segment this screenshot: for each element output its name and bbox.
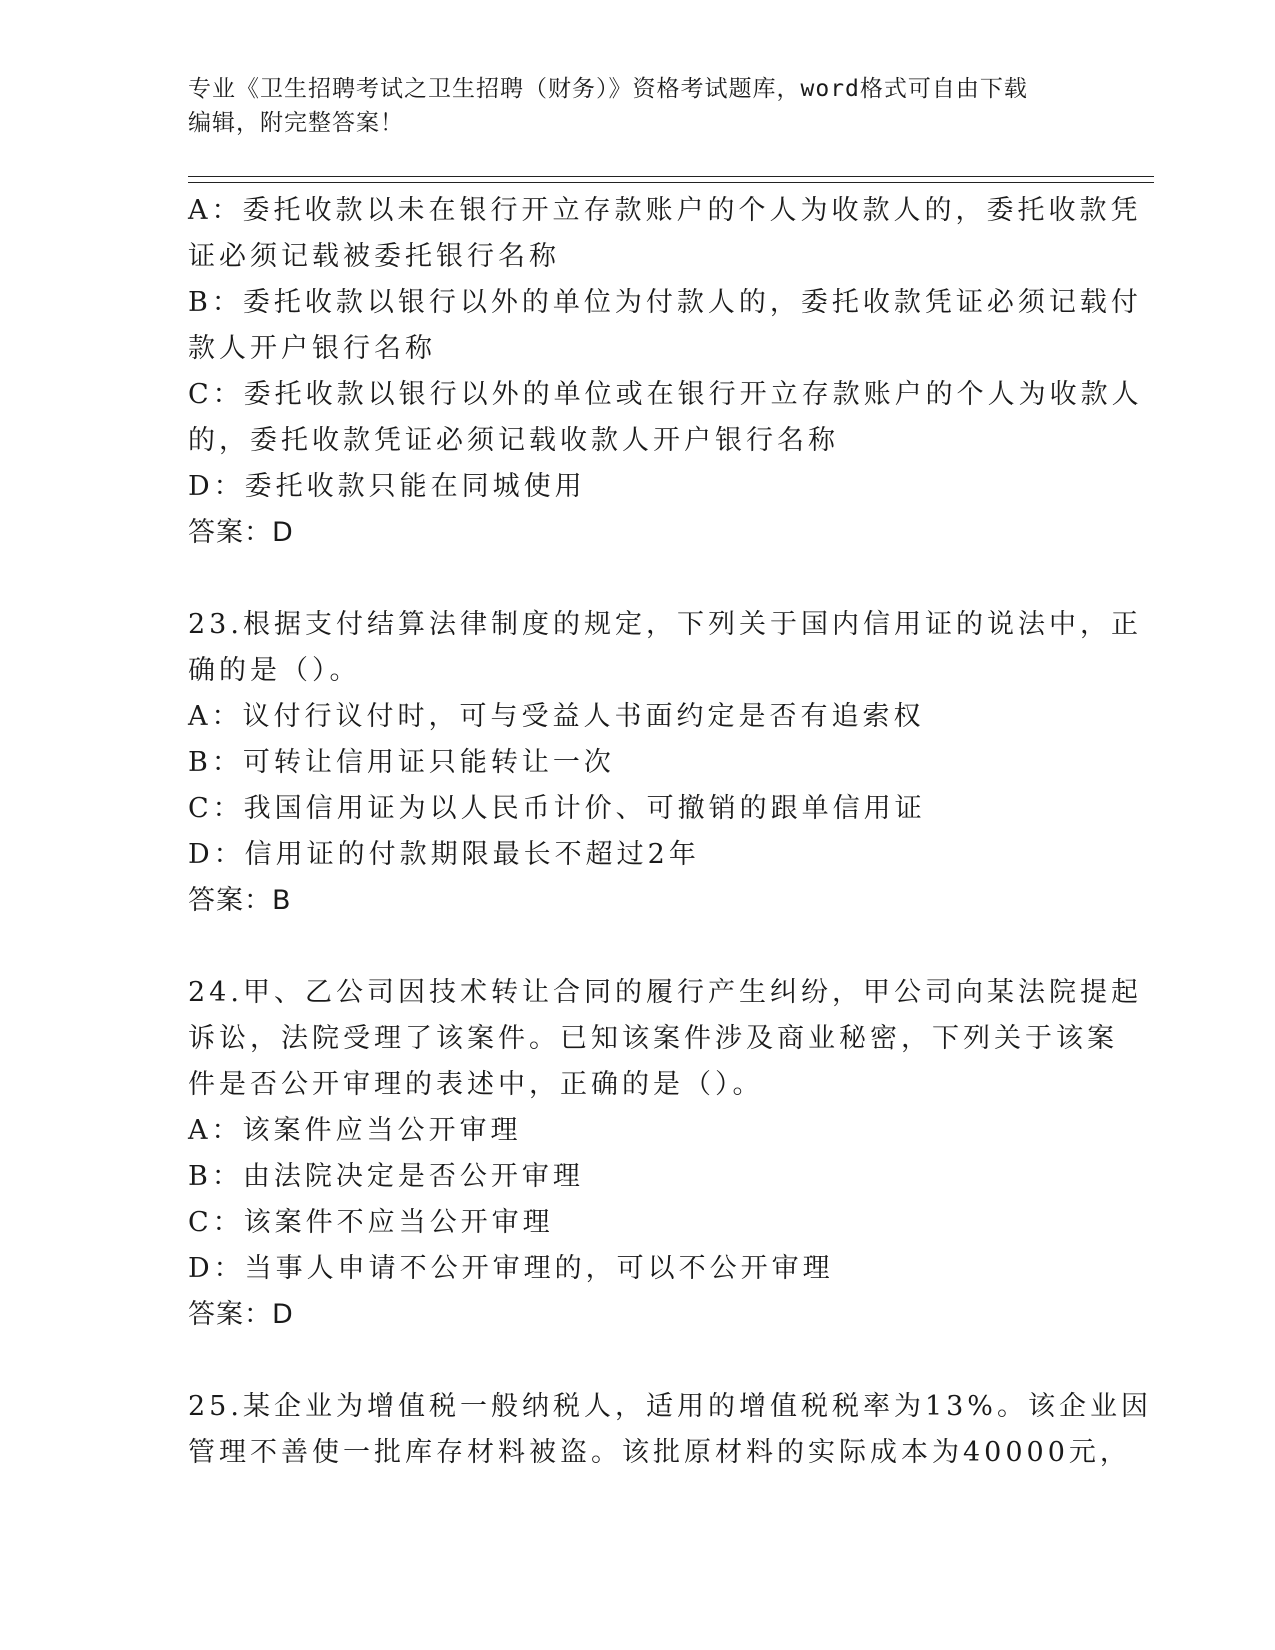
option-b-cont: 款人开户银行名称 [188, 333, 436, 364]
option-b: B：可转让信用证只能转让一次 [188, 747, 615, 778]
spacer [188, 556, 1068, 602]
header-rule-top [188, 176, 1154, 177]
option-b: B：委托收款以银行以外的单位为付款人的，委托收款凭证必须记载付 [188, 287, 1142, 318]
question-22-options [188, 188, 1143, 556]
option-d: D：委托收款只能在同城使用 [188, 471, 586, 502]
question-stem-cont: 件是否公开审理的表述中，正确的是（）。 [188, 1069, 764, 1100]
option-b: B：由法院决定是否公开审理 [188, 1161, 584, 1192]
option-a-cont: 证必须记载被委托银行名称 [188, 241, 560, 272]
header-line-2: 编辑，附完整答案！ [188, 110, 404, 136]
question-stem: 24.甲、乙公司因技术转让合同的履行产生纠纷，甲公司向某法院提起 [188, 977, 1142, 1008]
option-d: D：信用证的付款期限最长不超过2年 [188, 839, 700, 870]
document-header [188, 72, 1068, 140]
option-c: C：委托收款以银行以外的单位或在银行开立存款账户的个人为收款人 [188, 379, 1143, 410]
question-24 [188, 970, 1142, 1338]
option-c: C：该案件不应当公开审理 [188, 1207, 554, 1238]
question-stem-cont: 确的是（）。 [188, 655, 361, 686]
answer-22: 答案：D [188, 517, 294, 548]
header-line-1: 专业《卫生招聘考试之卫生招聘（财务）》资格考试题库，word格式可自由下载 [188, 76, 1028, 102]
spacer [188, 924, 1068, 970]
answer-23: 答案：B [188, 885, 292, 916]
question-23 [188, 602, 1142, 924]
option-d: D：当事人申请不公开审理的，可以不公开审理 [188, 1253, 834, 1284]
spacer [188, 1338, 1068, 1384]
question-stem: 23.根据支付结算法律制度的规定，下列关于国内信用证的说法中，正 [188, 609, 1142, 640]
answer-24: 答案：D [188, 1299, 294, 1330]
option-a: A：委托收款以未在银行开立存款账户的个人为收款人的，委托收款凭 [188, 195, 1142, 226]
question-stem: 25.某企业为增值税一般纳税人，适用的增值税税率为13%。该企业因 [188, 1391, 1152, 1422]
question-stem-cont: 诉讼，法院受理了该案件。已知该案件涉及商业秘密，下列关于该案 [188, 1023, 1118, 1054]
question-content [188, 188, 1152, 1476]
option-c-cont: 的，委托收款凭证必须记载收款人开户银行名称 [188, 425, 839, 456]
option-c: C：我国信用证为以人民币计价、可撤销的跟单信用证 [188, 793, 926, 824]
header-rule-bottom [188, 182, 1154, 183]
option-a: A：议付行议付时，可与受益人书面约定是否有追索权 [188, 701, 925, 732]
option-a: A：该案件应当公开审理 [188, 1115, 522, 1146]
question-25 [188, 1384, 1152, 1476]
question-stem-cont: 管理不善使一批库存材料被盗。该批原材料的实际成本为40000元， [188, 1437, 1131, 1468]
